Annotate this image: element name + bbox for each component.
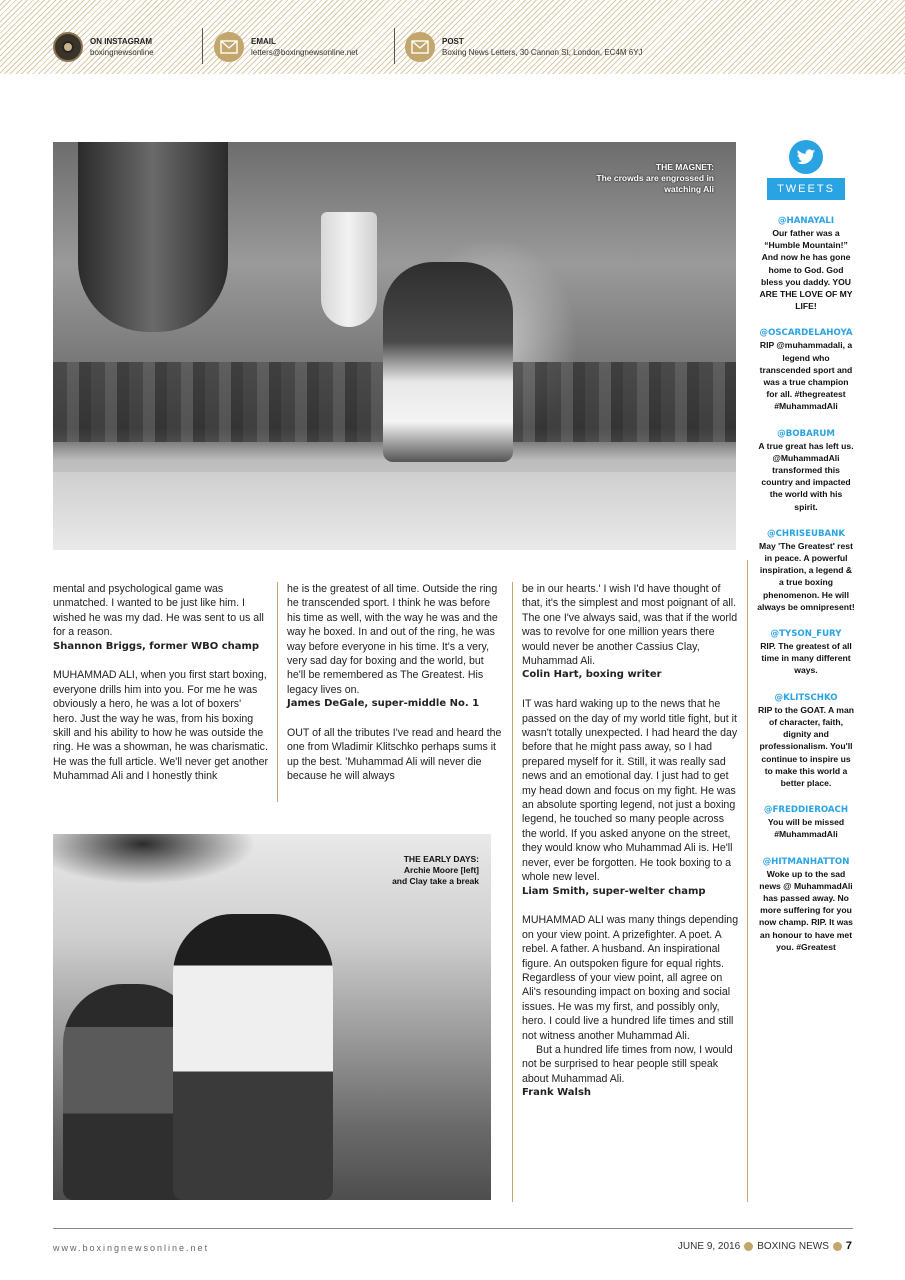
tweet-item xyxy=(757,428,855,513)
early-days-photo xyxy=(53,834,491,1200)
header-divider xyxy=(394,28,395,64)
tweet-item xyxy=(757,528,855,613)
paragraph: mental and psychological game was unmatched. I wanted to be just like him. I wished he was my dad. He was sent to us all for a reason. xyxy=(53,583,264,639)
tweet-handle[interactable]: @TYSON_FURY xyxy=(770,629,842,640)
issue-date: JUNE 9, 2016 xyxy=(677,1240,741,1252)
article-column-1 xyxy=(53,582,268,784)
instagram-icon xyxy=(53,32,83,62)
envelope-icon xyxy=(405,32,435,62)
paragraph: MUHAMMAD ALI, when you first start boxing, everyone drills him into you. For me he was obviously a hero, he was a lot of boxers' hero. Just the way he was, from his boxing skill and his ability to how he was outside the ring. He was a showman, he was charismatic. He was the full article. We'll never get another Muhammad Ali and I honestly think xyxy=(53,669,268,783)
envelope-icon xyxy=(214,32,244,62)
tweet-text: Our father was a “Humble Mountain!” And now he has gone home to God. God bless you daddy. YOU ARE THE LOVE OF MY LIFE! xyxy=(759,228,853,312)
bullet-dot xyxy=(744,1242,753,1251)
bullet-dot xyxy=(833,1242,842,1251)
instagram-handle[interactable]: boxingnewsonline xyxy=(90,48,154,57)
caption-text: Archie Moore [left] and Clay take a break xyxy=(392,865,479,886)
tweet-handle[interactable]: @HANAYALI xyxy=(777,216,835,226)
byline: Colin Hart, boxing writer xyxy=(522,669,662,681)
tweets-heading: TWEETS xyxy=(767,178,845,200)
header-divider xyxy=(202,28,203,64)
paragraph: OUT of all the tributes I've read and heard the one from Wladimir Klitschko perhaps sums it up the best. 'Muhammad Ali will never die because he will always xyxy=(287,727,502,783)
tweet-item xyxy=(757,327,855,412)
paragraph: be in our hearts.' I wish I'd have thought of that, it's the simplest and most poignant of all. The one I've always said, was that if the world was to revolve for one million years there would never be another Cassius Clay, Muhammad Ali. xyxy=(522,583,738,668)
tweet-text: RIP @muhammadali, a legend who transcended sport and was a true champion for all. #thegreatest #MuhammadAli xyxy=(759,340,853,412)
tweet-text: RIP to the GOAT. A man of character, faith, dignity and professionalism. You'll continue to inspire us to make this world a better place. xyxy=(758,704,854,788)
instagram-contact xyxy=(53,30,154,64)
tweet-item xyxy=(757,804,855,840)
email-label: EMAIL xyxy=(251,37,276,46)
byline: James DeGale, super-middle No. 1 xyxy=(287,698,480,710)
tweet-item xyxy=(757,692,855,789)
post-contact xyxy=(405,30,643,64)
paragraph: he is the greatest of all time. Outside the ring he transcended sport. I think he was before his time as well, with the way he was and the way he boxed. In and out of the ring, he was way before everyone in his time. It's a very, very sad day for boxing and the world, but he'll be remembered as The Greatest. His legacy lives on. xyxy=(287,583,498,696)
byline: Shannon Briggs, former WBO champ xyxy=(53,640,260,652)
photo-caption xyxy=(389,854,479,887)
byline: Liam Smith, super-welter champ xyxy=(522,885,706,897)
footer-website[interactable]: www.boxingnewsonline.net xyxy=(53,1243,210,1253)
footer-folio xyxy=(678,1240,852,1252)
post-address: Boxing News Letters, 30 Cannon St, London, EC4M 6YJ xyxy=(442,48,643,57)
tweet-text: A true great has left us. @MuhammadAli transformed this country and impacted the world with his spirit. xyxy=(758,440,854,512)
page-number: 7 xyxy=(845,1240,852,1252)
column-divider xyxy=(512,582,513,1202)
tweet-item xyxy=(757,856,855,953)
tweet-item xyxy=(757,215,855,312)
tweet-handle[interactable]: @KLITSCHKO xyxy=(774,692,838,703)
footer-rule xyxy=(53,1228,853,1229)
tweet-handle[interactable]: @HITMANHATTON xyxy=(762,856,850,867)
tweet-handle[interactable]: @OSCARDELAHOYA xyxy=(759,328,853,339)
email-contact xyxy=(214,30,358,64)
twitter-bird-icon xyxy=(789,140,823,174)
tweet-text: May 'The Greatest' rest in peace. A powerful inspiration, a legend & a true boxing phenomenon. He will always be omnipresent! xyxy=(757,540,855,612)
column-divider xyxy=(747,560,748,1202)
tweet-text: Woke up to the sad news @ MuhammadAli has passed away. No more suffering for you now champ. RIP. It was an honour to have met you. #Greatest xyxy=(759,868,853,952)
post-label: POST xyxy=(442,37,464,46)
caption-text: The crowds are engrossed in watching Ali xyxy=(596,173,714,194)
tweet-text: You will be missed #MuhammadAli xyxy=(767,817,845,840)
ali-training-photo xyxy=(53,142,736,550)
tweet-text: RIP. The greatest of all time in many different ways. xyxy=(760,641,852,676)
tweet-item xyxy=(757,628,855,677)
email-address[interactable]: letters@boxingnewsonline.net xyxy=(251,48,358,57)
tweet-handle[interactable]: @FREDDIEROACH xyxy=(763,805,849,816)
paragraph: MUHAMMAD ALI was many things depending on your view point. A prizefighter. A poet. A rebel. A father. A husband. An inspirational figure. An outspoken figure for equal rights. Regardless of your view point, all agree on Ali's resounding impact on boxing and social issues. He was my first, and possibly only, hero. I could live a hundred life times and still not witness another Muhammad Ali. xyxy=(522,914,739,1042)
tweet-handle[interactable]: @BOBARUM xyxy=(777,428,835,439)
article-column-2 xyxy=(287,582,502,784)
publication-name: BOXING NEWS xyxy=(757,1240,829,1252)
paragraph: But a hundred life times from now, I would not be surprised to hear people still speak about Muhammad Ali. xyxy=(522,1043,733,1085)
article-column-3 xyxy=(522,582,740,1101)
paragraph: IT was hard waking up to the news that he passed on the day of my world title fight, but it wasn't totally unexpected. I had heard the day before that he might pass away, so I had prepared myself for it. Still, it was really sad news and an emotional day. I just had to get my head down and focus on my fight. He was an absolute sporting legend, not just a boxing legend, he touched so many people across the world. If you asked anyone on the street, they would know who Muhammad Ali is. He'll never, ever be forgotten. He took boxing to a whole new level. xyxy=(522,698,738,884)
tweet-handle[interactable]: @CHRISEUBANK xyxy=(767,528,845,539)
instagram-label: ON INSTAGRAM xyxy=(90,37,153,46)
photo-caption xyxy=(594,162,714,195)
byline: Frank Walsh xyxy=(522,1087,592,1099)
column-divider xyxy=(277,582,278,802)
caption-label: THE MAGNET: xyxy=(655,162,714,172)
caption-label: THE EARLY DAYS: xyxy=(403,854,479,864)
tweets-sidebar xyxy=(757,140,855,953)
